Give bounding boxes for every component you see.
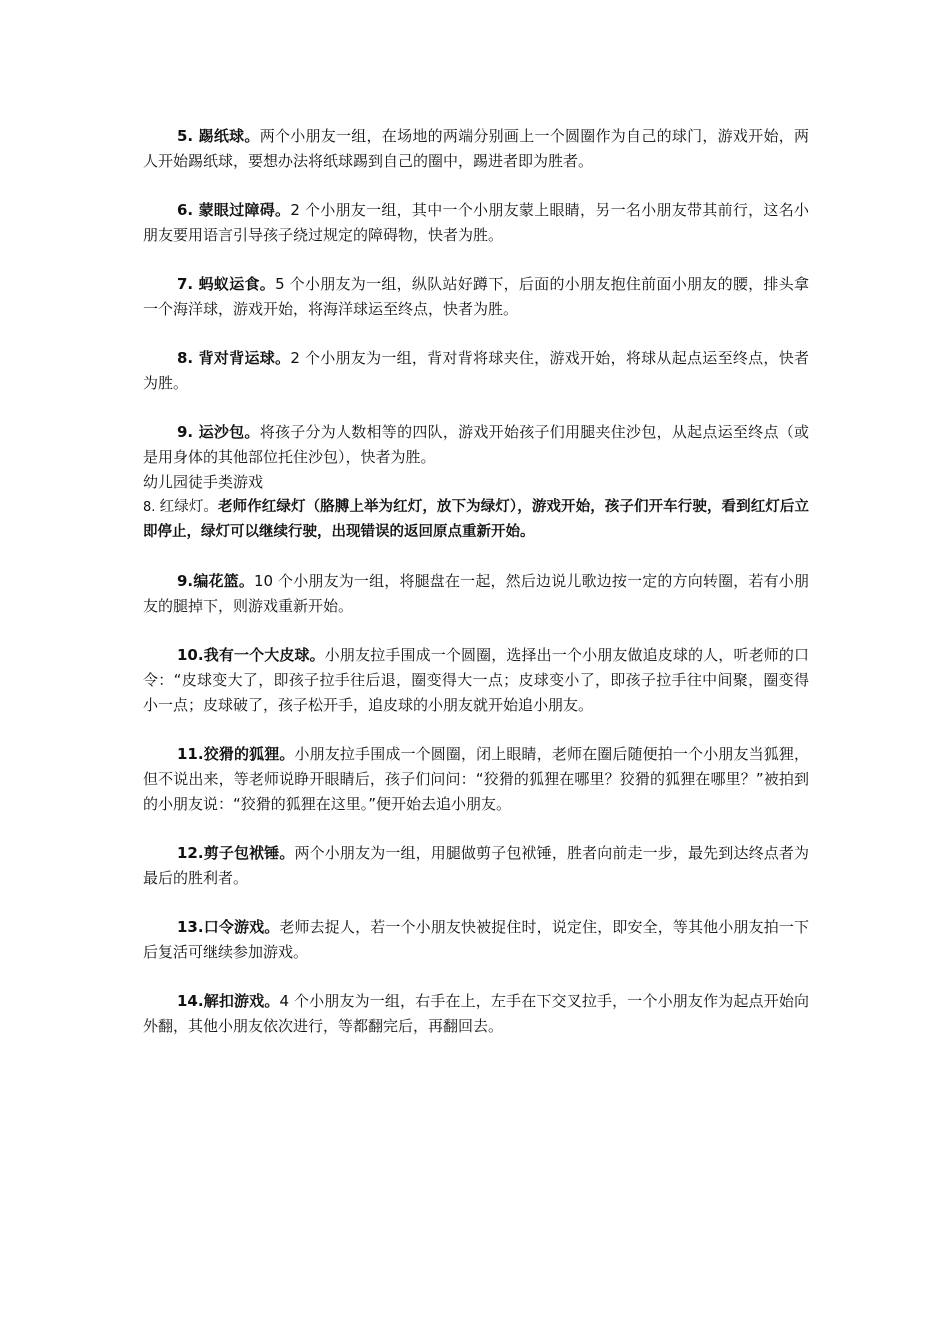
game-item-body: 老师作红绿灯（胳膊上举为红灯，放下为绿灯），游戏开始，孩子们开车行驶，看到红灯后立即停止，绿灯可以继续行驶，出现错误的返回原点重新开始。 — [143, 499, 809, 540]
game-item-number: 14. — [177, 992, 204, 1010]
game-item-number: 9. — [177, 572, 194, 590]
game-item-9 — [143, 420, 809, 470]
game-item-flower-basket — [143, 569, 809, 619]
game-item-big-ball — [143, 643, 809, 718]
game-item-body: 2 个小朋友为一组，背对背将球夹住，游戏开始，将球从起点运至终点，快者为胜。 — [143, 349, 809, 392]
game-item-number: 12. — [177, 844, 204, 862]
game-item-body: 老师去捉人，若一个小朋友快被捉住时，说定住，即安全，等其他小朋友拍一下后复活可继续参加游戏。 — [143, 918, 809, 961]
game-item-number: 13. — [177, 918, 204, 936]
game-item-body: 2 个小朋友一组，其中一个小朋友蒙上眼睛，另一名小朋友带其前行，这名小朋友要用语言引导孩子绕过规定的障碍物，快者为胜。 — [143, 201, 809, 244]
game-item-number: 7. — [177, 275, 199, 293]
game-item-title: 背对背运球。 — [198, 349, 291, 367]
game-item-6 — [143, 198, 809, 248]
game-item-number: 10. — [177, 646, 204, 664]
game-item-number: 11. — [177, 745, 204, 763]
game-item-body: 10 个小朋友为一组，将腿盘在一起，然后边说儿歌边按一定的方向转圈，若有小朋友的腿掉下，则游戏重新开始。 — [143, 572, 809, 615]
game-item-title: 红绿灯。 — [159, 499, 219, 515]
game-item-sly-fox — [143, 742, 809, 817]
game-item-rock-paper-scissors — [143, 841, 809, 891]
game-item-title: 我有一个大皮球。 — [203, 646, 325, 664]
game-item-title: 口令游戏。 — [203, 918, 280, 936]
game-item-number: 5. — [177, 127, 199, 145]
game-item-body: 将孩子分为人数相等的四队，游戏开始孩子们用腿夹住沙包，从起点运至终点（或是用身体的其他部位托住沙包），快者为胜。 — [143, 423, 809, 466]
game-item-body: 小朋友拉手围成一个圆圈，选择出一个小朋友做追皮球的人，听老师的口令：“皮球变大了，即孩子拉手往后退，圈变得大一点；皮球变小了，即孩子拉手往中间聚，圈变得小一点；皮球破了，孩子松开手，追皮球的小朋友就开始追小朋友。 — [143, 646, 809, 714]
game-item-body: 两个小朋友为一组，用腿做剪子包袱锤，胜者向前走一步，最先到达终点者为最后的胜利者。 — [143, 844, 809, 887]
game-item-number: 8. — [177, 349, 199, 367]
game-item-7 — [143, 272, 809, 322]
game-item-command-game — [143, 915, 809, 965]
game-item-title: 狡猾的狐狸。 — [203, 745, 295, 763]
game-item-number: 8. — [143, 500, 160, 515]
game-item-number: 6. — [177, 201, 199, 219]
game-item-untie-knot — [143, 989, 809, 1039]
game-item-body: 小朋友拉手围成一个圆圈，闭上眼睛，老师在圈后随便拍一个小朋友当狐狸，但不说出来，等老师说睁开眼睛后，孩子们问问：“狡猾的狐狸在哪里？狡猾的狐狸在哪里？”被拍到的小朋友说：“狡猾的狐狸在这里。”便开始去追小朋友。 — [143, 745, 809, 813]
game-item-number: 9. — [177, 423, 199, 441]
game-item-title: 蚂蚁运食。 — [198, 275, 276, 293]
game-item-body: 两个小朋友一组，在场地的两端分别画上一个圆圈作为自己的球门，游戏开始，两人开始踢纸球，要想办法将纸球踢到自己的圈中，踢进者即为胜者。 — [143, 127, 809, 170]
section-heading: 幼儿园徒手类游戏 — [143, 473, 264, 491]
game-item-body: 4 个小朋友为一组，右手在上，左手在下交叉拉手，一个小朋友作为起点开始向外翻，其他小朋友依次进行，等都翻完后，再翻回去。 — [143, 992, 809, 1035]
game-item-title: 解扣游戏。 — [203, 992, 280, 1010]
game-item-8 — [143, 346, 809, 396]
game-item-title: 编花篮。 — [193, 572, 255, 590]
document-page — [143, 124, 809, 1063]
game-item-title: 蒙眼过障碍。 — [198, 201, 291, 219]
game-item-title: 踢纸球。 — [198, 127, 260, 145]
game-item-title: 运沙包。 — [198, 423, 260, 441]
game-item-body: 5 个小朋友为一组，纵队站好蹲下，后面的小朋友抱住前面小朋友的腰，排头拿一个海洋球，游戏开始，将海洋球运至终点，快者为胜。 — [143, 275, 809, 318]
game-item-traffic-light — [143, 495, 809, 545]
game-item-title: 剪子包袱锤。 — [203, 844, 295, 862]
game-item-5 — [143, 124, 809, 174]
